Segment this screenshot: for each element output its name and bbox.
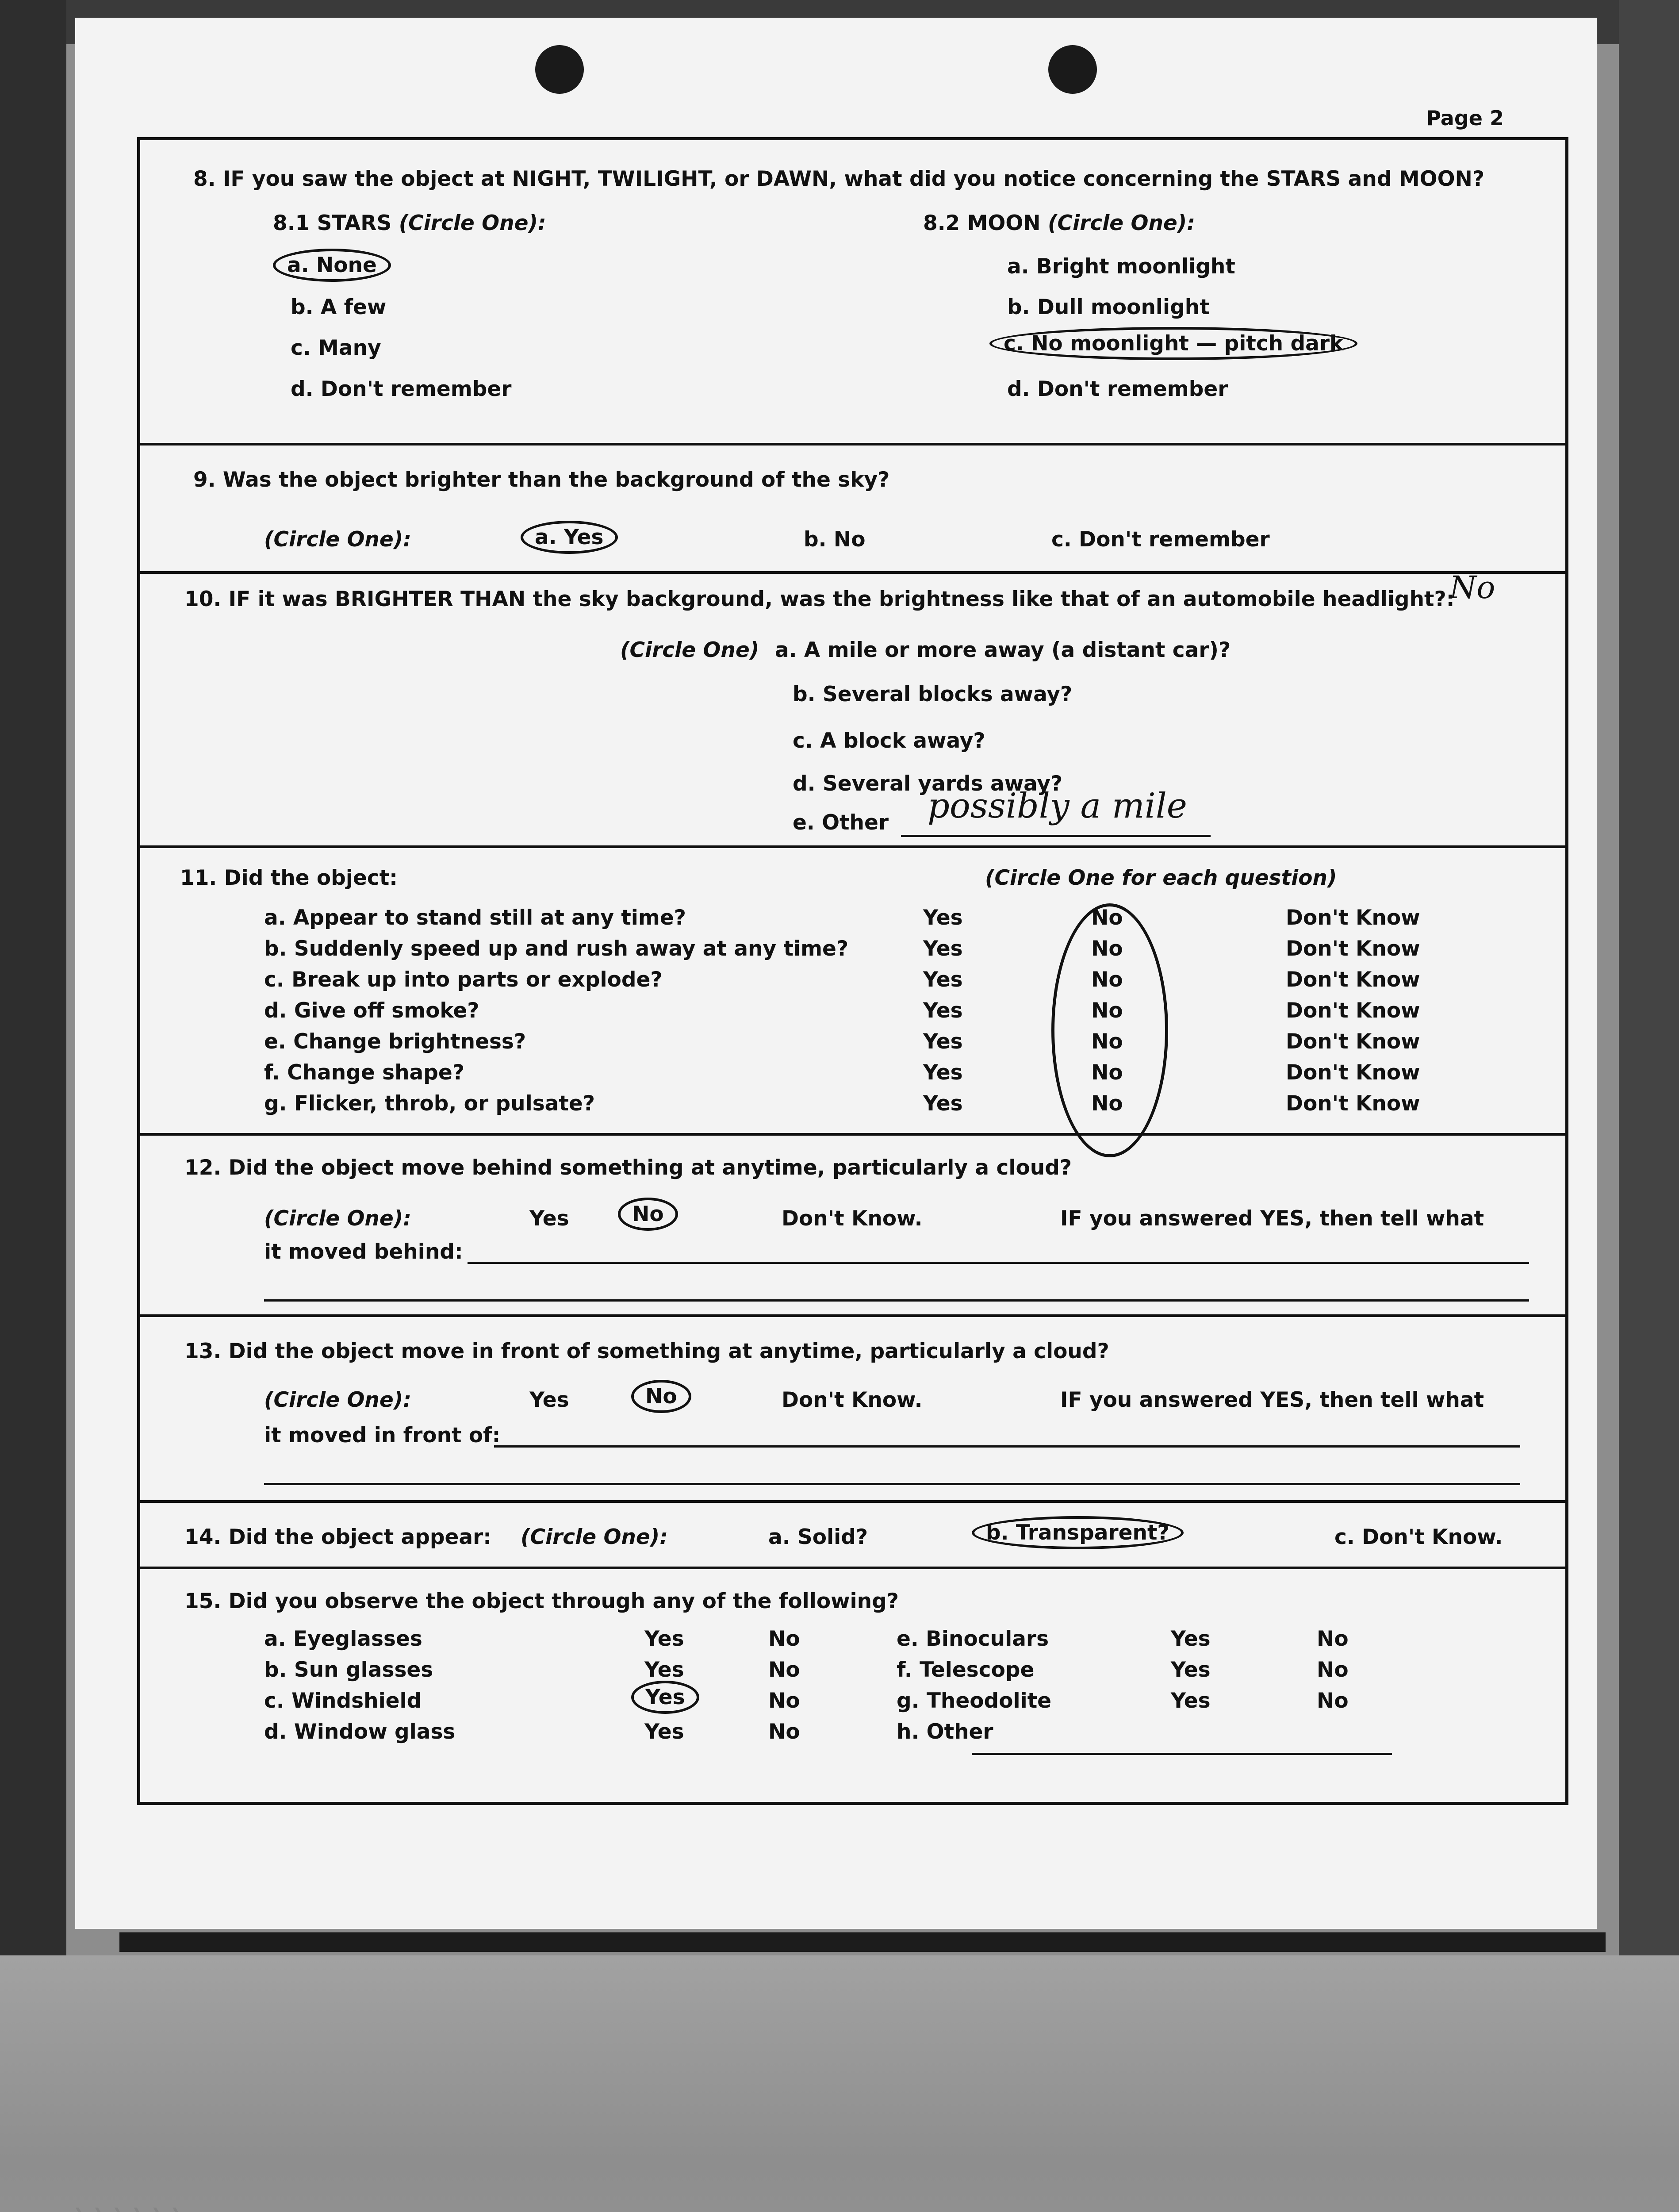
q13-followup-label: it moved in front of: xyxy=(264,1423,501,1448)
q13-answer-line-1[interactable] xyxy=(494,1445,1520,1448)
q11-item-label[interactable]: d. Give off smoke? xyxy=(264,998,479,1023)
q12-circle-label: (Circle One): xyxy=(264,1206,412,1231)
q11-item-label[interactable]: f. Change shape? xyxy=(264,1060,465,1085)
q15-item-no[interactable]: No xyxy=(768,1627,800,1651)
q11-circle-label: (Circle One for each question) xyxy=(985,866,1337,890)
q10-circle-label: (Circle One) xyxy=(620,638,759,662)
stars-option-a[interactable] xyxy=(273,253,391,277)
q13-answer-line-2[interactable] xyxy=(264,1483,1520,1485)
question-9 xyxy=(140,445,1565,574)
q9-text: 9. Was the object brighter than the background of the sky? xyxy=(193,468,890,492)
question-8 xyxy=(140,140,1565,445)
q11-item-yes[interactable]: Yes xyxy=(923,968,963,992)
q11-item-no[interactable]: No xyxy=(1091,968,1123,992)
q12-followup: IF you answered YES, then tell what xyxy=(1060,1206,1484,1231)
q11-item-no[interactable]: No xyxy=(1091,1091,1123,1116)
q11-item-dont-know[interactable]: Don't Know xyxy=(1286,968,1420,992)
q8-text: 8. IF you saw the object at NIGHT, TWILIGHT, or DAWN, what did you notice concerning the STARS and MOON? xyxy=(193,167,1485,191)
q11-item-label[interactable]: g. Flicker, throb, or pulsate? xyxy=(264,1091,595,1116)
q11-item-yes[interactable]: Yes xyxy=(923,998,963,1023)
q13-no[interactable] xyxy=(631,1384,691,1409)
q15-item-label[interactable]: a. Eyeglasses xyxy=(264,1627,422,1651)
q15-item-yes[interactable] xyxy=(631,1685,699,1709)
q11-item-label[interactable]: a. Appear to stand still at any time? xyxy=(264,906,686,930)
selected-answer-circle: No xyxy=(618,1198,678,1231)
q9-option-b[interactable]: b. No xyxy=(804,527,866,552)
q12-answer-line-2[interactable] xyxy=(264,1299,1529,1302)
q11-item-label[interactable]: e. Change brightness? xyxy=(264,1029,526,1054)
q11-item-yes[interactable]: Yes xyxy=(923,937,963,961)
selected-answer-circle: c. No moonlight — pitch dark xyxy=(989,327,1357,360)
q14-option-b[interactable] xyxy=(972,1521,1184,1545)
q11-item-no[interactable]: No xyxy=(1091,937,1123,961)
q10-option-b[interactable]: b. Several blocks away? xyxy=(793,682,1073,707)
q11-item-yes[interactable]: Yes xyxy=(923,906,963,930)
stars-option-c[interactable]: c. Many xyxy=(291,336,381,360)
q11-text: 11. Did the object: xyxy=(180,866,398,890)
q11-item-dont-know[interactable]: Don't Know xyxy=(1286,937,1420,961)
selected-answer-circle: b. Transparent? xyxy=(972,1516,1184,1549)
q15-item-no[interactable]: No xyxy=(1317,1689,1349,1713)
q10-other-line xyxy=(901,835,1211,837)
q11-item-dont-know[interactable]: Don't Know xyxy=(1286,906,1420,930)
moon-option-b[interactable]: b. Dull moonlight xyxy=(1007,295,1210,319)
q15-item-no[interactable]: No xyxy=(768,1720,800,1744)
q13-yes[interactable]: Yes xyxy=(529,1388,569,1412)
q11-item-dont-know[interactable]: Don't Know xyxy=(1286,1060,1420,1085)
q13-dont-know[interactable]: Don't Know. xyxy=(782,1388,923,1412)
q13-circle-label: (Circle One): xyxy=(264,1388,412,1412)
q10-option-e[interactable]: e. Other xyxy=(793,810,889,835)
q15-text: 15. Did you observe the object through any of the following? xyxy=(184,1589,899,1613)
scan-background-lower xyxy=(0,1955,1679,2212)
q11-item-label[interactable]: c. Break up into parts or explode? xyxy=(264,968,663,992)
question-11 xyxy=(140,848,1565,1136)
stars-heading: 8.1 STARS (Circle One): xyxy=(273,211,546,235)
questionnaire-frame xyxy=(137,137,1568,1805)
punch-hole-left xyxy=(535,45,584,94)
q10-option-c[interactable]: c. A block away? xyxy=(793,729,985,753)
q15-item-yes[interactable]: Yes xyxy=(1171,1658,1211,1682)
q15-item-label[interactable]: f. Telescope xyxy=(897,1658,1035,1682)
question-14 xyxy=(140,1503,1565,1569)
q12-followup-label: it moved behind: xyxy=(264,1240,463,1264)
sheet-shadow xyxy=(119,1932,1606,1952)
q15-item-no[interactable]: No xyxy=(768,1658,800,1682)
q9-circle-label: (Circle One): xyxy=(264,527,412,552)
q15-item-label[interactable]: b. Sun glasses xyxy=(264,1658,433,1682)
q11-item-dont-know[interactable]: Don't Know xyxy=(1286,1029,1420,1054)
q15-item-no[interactable]: No xyxy=(1317,1658,1349,1682)
q12-text: 12. Did the object move behind something at anytime, particularly a cloud? xyxy=(184,1156,1072,1180)
q12-yes[interactable]: Yes xyxy=(529,1206,569,1231)
moon-option-c[interactable] xyxy=(989,331,1357,356)
q11-item-yes[interactable]: Yes xyxy=(923,1091,963,1116)
q11-item-dont-know[interactable]: Don't Know xyxy=(1286,998,1420,1023)
q11-item-no[interactable]: No xyxy=(1091,906,1123,930)
stars-option-b[interactable]: b. A few xyxy=(291,295,387,319)
q13-text: 13. Did the object move in front of something at anytime, particularly a cloud? xyxy=(184,1339,1109,1363)
page-number: Page 2 xyxy=(1426,106,1504,130)
selected-answer-circle: a. Yes xyxy=(521,521,618,554)
q14-option-a[interactable]: a. Solid? xyxy=(768,1525,868,1549)
q9-option-a[interactable] xyxy=(521,525,618,549)
scan-background-right xyxy=(1619,0,1679,1955)
q11-item-no[interactable]: No xyxy=(1091,1029,1123,1054)
q10-text: 10. IF it was BRIGHTER THAN the sky background, was the brightness like that of an automobile headlight?: xyxy=(184,587,1455,611)
q12-dont-know[interactable]: Don't Know. xyxy=(782,1206,923,1231)
q15-item-label[interactable]: h. Other xyxy=(897,1720,993,1744)
q11-item-yes[interactable]: Yes xyxy=(923,1029,963,1054)
q14-circle-label: (Circle One): xyxy=(521,1525,668,1549)
q12-answer-line-1[interactable] xyxy=(468,1262,1529,1264)
pencil-smudge xyxy=(66,2208,181,2212)
q15-item-yes[interactable]: Yes xyxy=(644,1627,684,1651)
q13-followup: IF you answered YES, then tell what xyxy=(1060,1388,1484,1412)
q9-option-c[interactable]: c. Don't remember xyxy=(1051,527,1270,552)
q15-item-label[interactable]: e. Binoculars xyxy=(897,1627,1049,1651)
moon-option-a[interactable]: a. Bright moonlight xyxy=(1007,254,1235,279)
q15-item-no[interactable]: No xyxy=(768,1689,800,1713)
moon-heading: 8.2 MOON (Circle One): xyxy=(923,211,1196,235)
selected-answer-circle: Yes xyxy=(631,1681,699,1714)
punch-hole-right xyxy=(1048,45,1097,94)
question-15 xyxy=(140,1569,1565,1802)
selected-answer-circle: a. None xyxy=(273,249,391,282)
scan-background-left xyxy=(0,0,66,1955)
q11-item-no[interactable]: No xyxy=(1091,1060,1123,1085)
q11-item-dont-know[interactable]: Don't Know xyxy=(1286,1091,1420,1116)
q12-no[interactable] xyxy=(618,1202,678,1226)
q10-option-a[interactable]: a. A mile or more away (a distant car)? xyxy=(775,638,1231,662)
question-12 xyxy=(140,1136,1565,1317)
q15-item-label[interactable]: c. Windshield xyxy=(264,1689,422,1713)
q15-item-no[interactable]: No xyxy=(1317,1627,1349,1651)
q14-option-c[interactable]: c. Don't Know. xyxy=(1334,1525,1503,1549)
q15-other-line[interactable] xyxy=(972,1753,1392,1755)
q15-item-yes[interactable]: Yes xyxy=(644,1720,684,1744)
q11-item-no[interactable]: No xyxy=(1091,998,1123,1023)
form-page xyxy=(75,18,1597,1929)
q14-text: 14. Did the object appear: xyxy=(184,1525,492,1549)
q10-option-d[interactable]: d. Several yards away? xyxy=(793,772,1063,796)
q11-item-label[interactable]: b. Suddenly speed up and rush away at any time? xyxy=(264,937,849,961)
q15-item-label[interactable]: d. Window glass xyxy=(264,1720,456,1744)
q15-item-yes[interactable]: Yes xyxy=(1171,1689,1211,1713)
q11-item-yes[interactable]: Yes xyxy=(923,1060,963,1085)
stars-option-d[interactable]: d. Don't remember xyxy=(291,377,512,401)
question-10 xyxy=(140,569,1565,848)
q15-item-yes[interactable]: Yes xyxy=(644,1658,684,1682)
selected-answer-circle: No xyxy=(631,1380,691,1413)
question-13 xyxy=(140,1317,1565,1503)
moon-option-d[interactable]: d. Don't remember xyxy=(1007,377,1228,401)
q10-handwritten-answer: No xyxy=(1449,569,1495,606)
q10-other-handwritten: possibly a mile xyxy=(928,786,1187,826)
q15-item-label[interactable]: g. Theodolite xyxy=(897,1689,1052,1713)
q15-item-yes[interactable]: Yes xyxy=(1171,1627,1211,1651)
